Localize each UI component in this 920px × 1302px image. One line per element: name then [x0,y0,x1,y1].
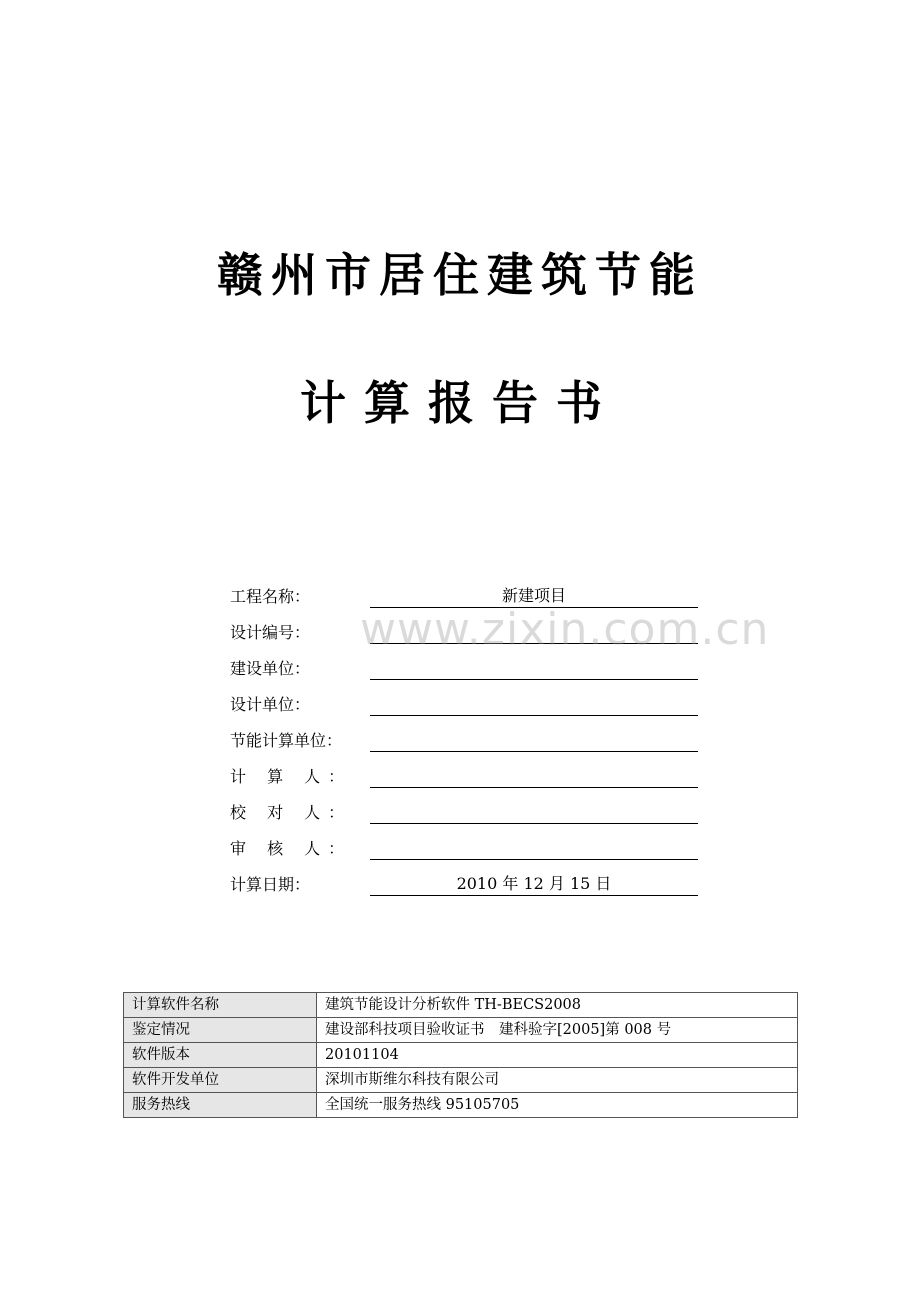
field-project-name [230,580,700,616]
field-value-proofreader [370,801,698,824]
table-cell-key: 服务热线 [124,1093,317,1118]
field-label-energy-calc-unit: 节能计算单位： [230,731,343,750]
table-row [124,993,798,1018]
field-value-energy-calc-unit [370,729,698,752]
field-calc-date [230,868,700,904]
table-cell-value: 建设部科技项目验收证书 建科验字[2005]第 008 号 [317,1018,798,1043]
field-value-project-name: 新建项目 [370,585,698,608]
field-label-calculator: 计 算 人： [230,767,353,786]
field-reviewer [230,832,700,868]
field-value-calculator [370,765,698,788]
software-info-table [123,992,798,1118]
field-value-reviewer [370,837,698,860]
table-cell-key: 软件开发单位 [124,1068,317,1093]
project-info-form [230,580,770,904]
field-label-project-name: 工程名称： [230,587,311,606]
field-value-design-unit [370,693,698,716]
field-label-reviewer: 审 核 人： [230,839,353,858]
table-cell-key: 软件版本 [124,1043,317,1068]
field-label-proofreader: 校 对 人： [230,803,353,822]
field-label-design-number: 设计编号： [230,623,311,642]
table-cell-key: 计算软件名称 [124,993,317,1018]
report-title-line-1: 赣州市居住建筑节能 [217,248,703,302]
watermark: www.zixin.com.cn [360,604,770,655]
table-row [124,1068,798,1093]
field-label-design-unit: 设计单位： [230,695,311,714]
table-cell-value: 深圳市斯维尔科技有限公司 [317,1068,798,1093]
field-label-construction-unit: 建设单位： [230,659,311,678]
field-energy-calc-unit [230,724,700,760]
field-proofreader [230,796,700,832]
table-cell-value: 全国统一服务热线 95105705 [317,1093,798,1118]
field-label-calc-date: 计算日期： [230,875,311,894]
table-cell-key: 鉴定情况 [124,1018,317,1043]
field-design-number [230,616,700,652]
table-cell-value: 建筑节能设计分析软件 TH-BECS2008 [317,993,798,1018]
table-row [124,1018,798,1043]
table-cell-value: 20101104 [317,1043,798,1068]
field-calculator [230,760,700,796]
report-title-line-2: 计算报告书 [300,376,620,430]
field-design-unit [230,688,700,724]
table-row [124,1043,798,1068]
field-value-construction-unit [370,657,698,680]
table-row [124,1093,798,1118]
field-value-design-number [370,621,698,644]
field-construction-unit [230,652,700,688]
field-value-calc-date: 2010 年 12 月 15 日 [370,873,698,896]
